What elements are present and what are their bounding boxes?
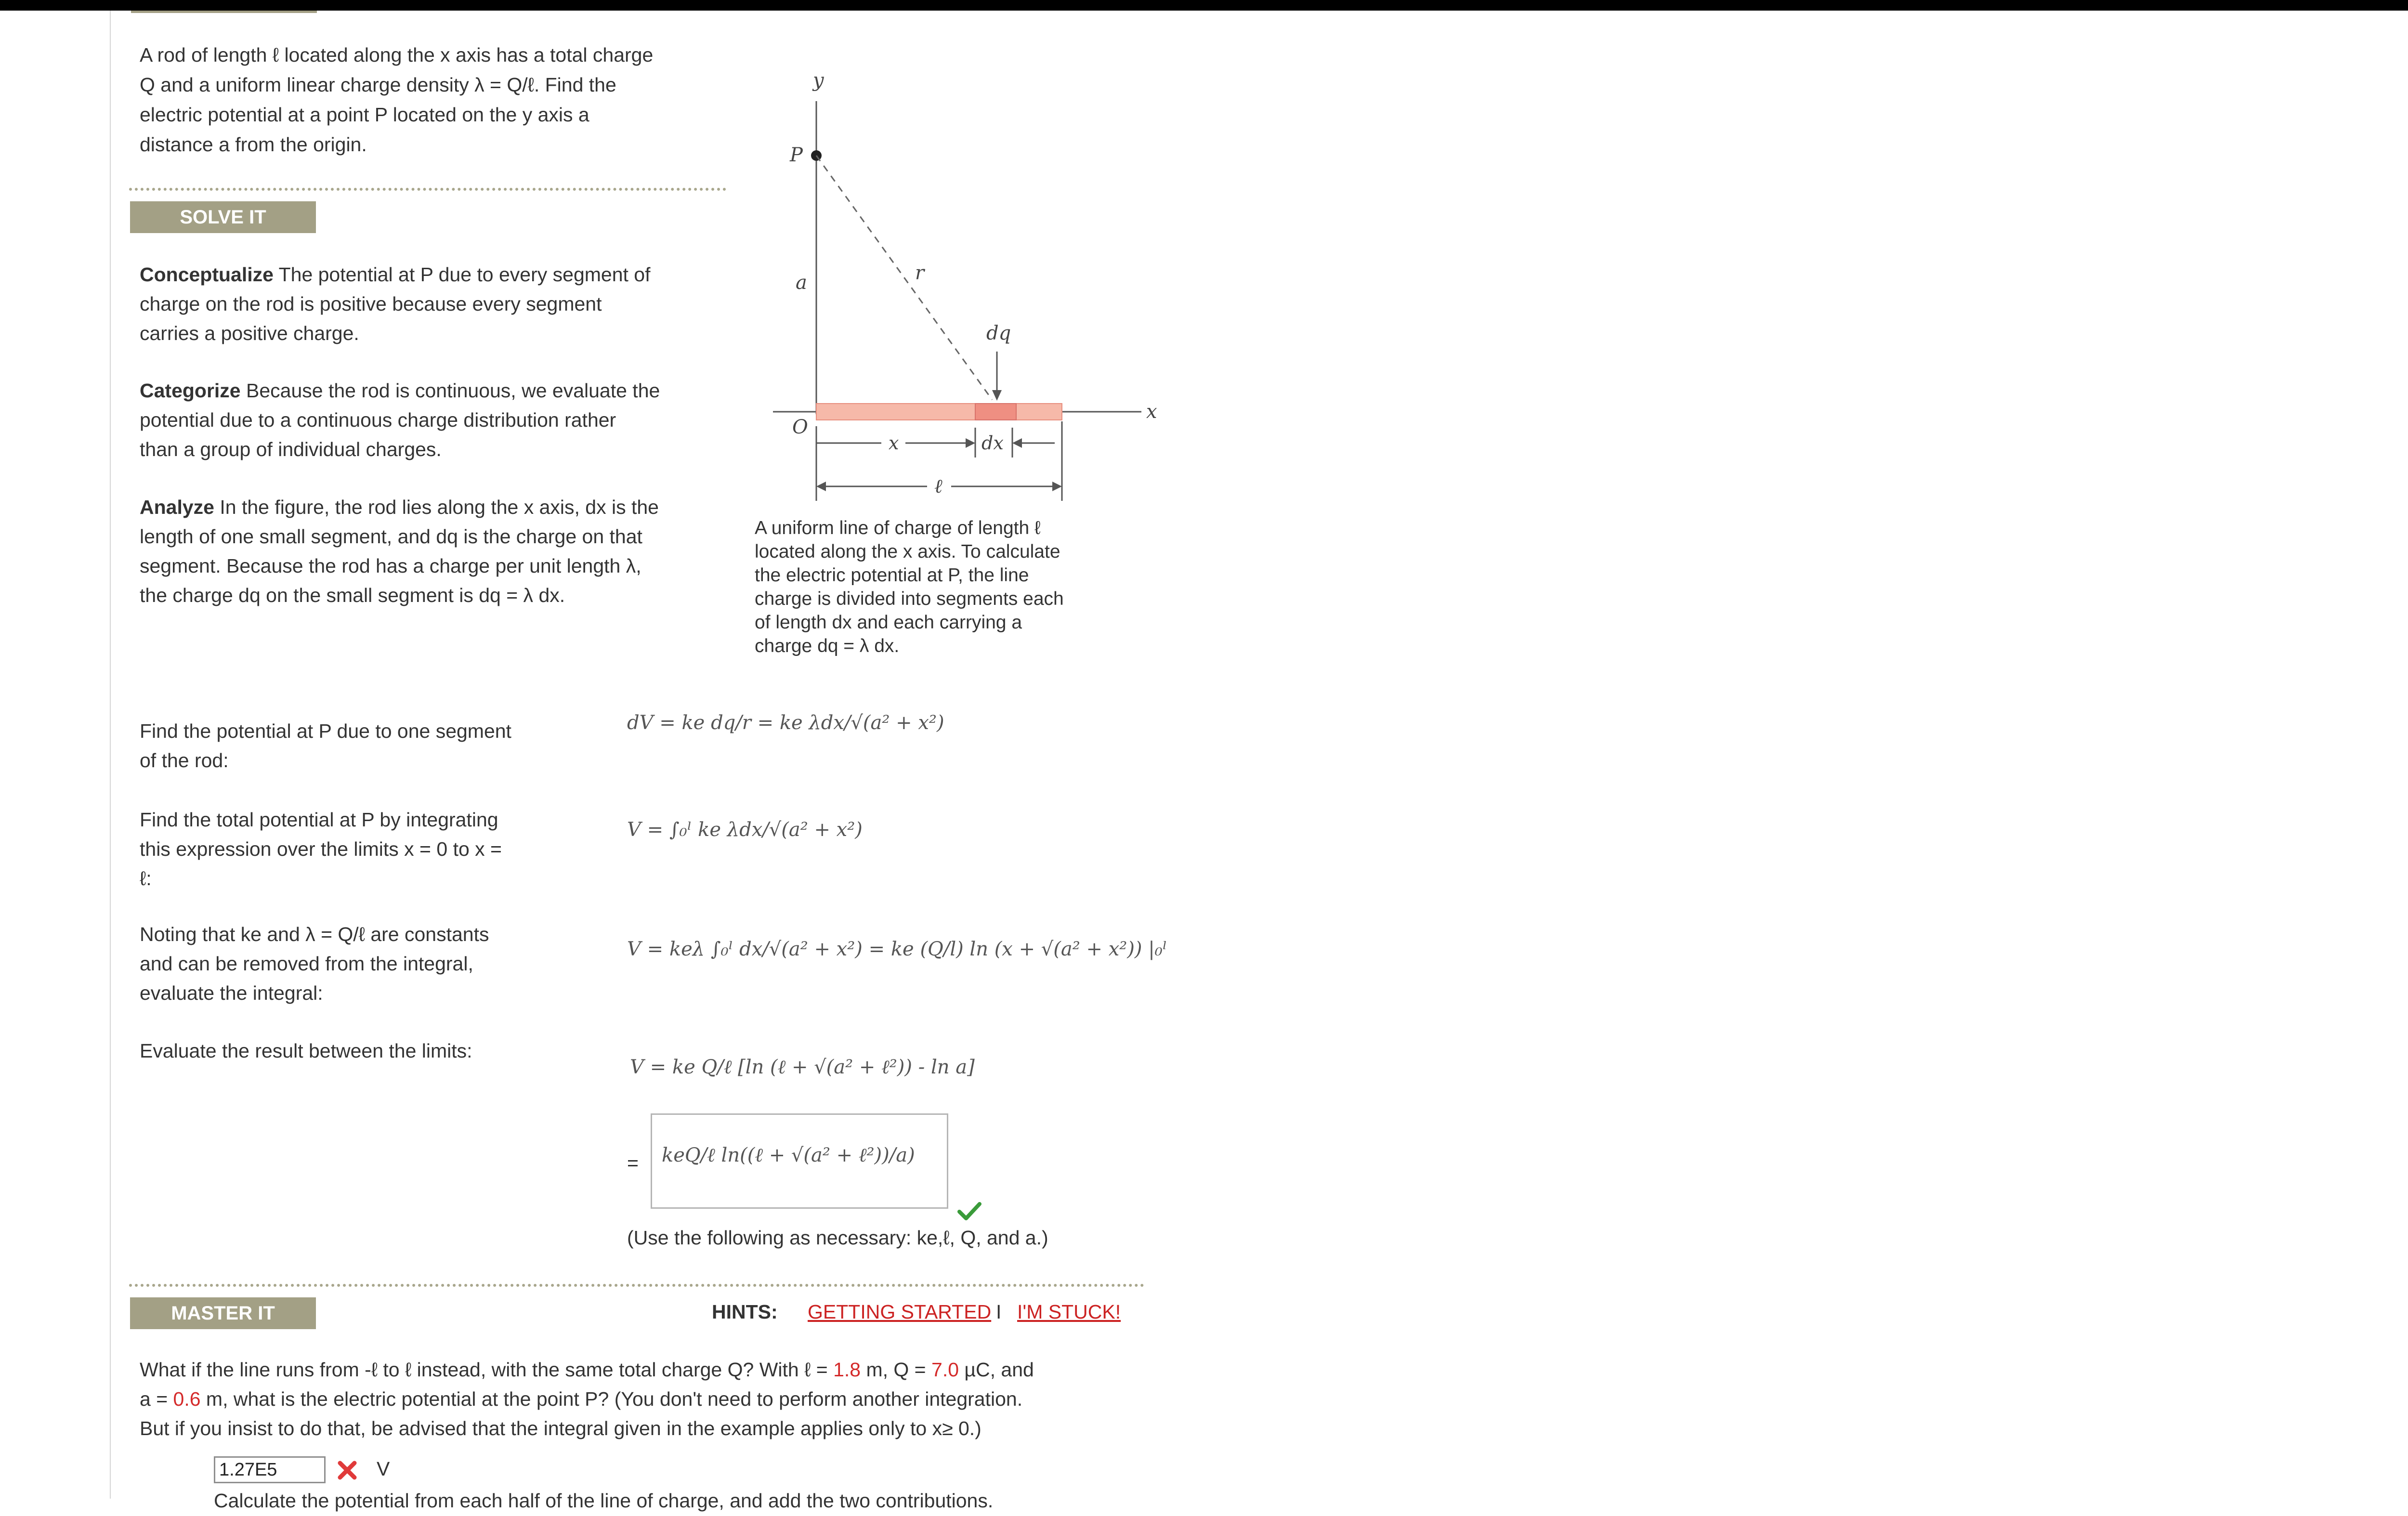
analyze-line-2: length of one small segment, and dq is the charge on that	[140, 525, 642, 548]
step-3-line-3: evaluate the integral:	[140, 982, 323, 1004]
use-following-note: (Use the following as necessary: ke,ℓ, Q, and a.)	[627, 1227, 1048, 1249]
categorize-line-1	[140, 376, 660, 406]
dq-arrow-head	[992, 390, 1002, 401]
question-1-pre: What if the line runs from -ℓ to ℓ instead, with the same total charge Q? With ℓ =	[140, 1359, 834, 1381]
categorize-text-1: Because the rod is continuous, we evaluate the	[246, 379, 660, 402]
problem-line-3: electric potential at a point P located on the y axis a	[140, 104, 589, 126]
q-value: 7.0	[931, 1359, 959, 1381]
step-3-line-2: and can be removed from the integral,	[140, 953, 473, 975]
cross-icon	[336, 1459, 358, 1481]
im-stuck-link[interactable]: I'M STUCK!	[1017, 1301, 1121, 1323]
categorize-line-2: potential due to a continuous charge distribution rather	[140, 409, 616, 431]
distance-r-line	[816, 156, 992, 400]
question-1-post: µC, and	[959, 1359, 1034, 1381]
x-axis-label: x	[1146, 401, 1157, 423]
answer-input[interactable]	[214, 1456, 326, 1483]
cutoff-hint-text	[214, 1486, 994, 1512]
categorize-line-3: than a group of individual charges.	[140, 438, 442, 460]
question-line-2	[140, 1385, 1022, 1414]
l-value: 1.8	[833, 1359, 861, 1381]
step-4-line-1: Evaluate the result between the limits:	[140, 1040, 472, 1062]
question-2-post: m, what is the electric potential at the point P? (You don't need to perform another integration.	[200, 1388, 1023, 1410]
a-value: 0.6	[173, 1388, 201, 1410]
dq-label: dq	[986, 322, 1011, 344]
hints-label: HINTS:	[712, 1301, 778, 1323]
solve-it-tab: SOLVE IT	[130, 201, 316, 233]
top-bar	[0, 0, 2408, 11]
y-axis-label: y	[813, 69, 824, 91]
analyze-line-4: the charge dq on the small segment is dq = λ dx.	[140, 584, 565, 606]
master-it-tab: MASTER IT	[130, 1297, 316, 1329]
question-1-mid: m, Q =	[861, 1359, 932, 1381]
caption-line-2: located along the x axis. To calculate	[755, 541, 1060, 562]
problem-line-1: A rod of length ℓ located along the x axis has a total charge	[140, 44, 654, 66]
analyze-line-3: segment. Because the rod has a charge per unit length λ,	[140, 555, 641, 577]
rod-segment-dx	[975, 404, 1016, 420]
l-dim-arrow-right	[1052, 482, 1062, 491]
dx-arrow	[1012, 438, 1022, 448]
boxed-answer-text: keQ/ℓ ln((ℓ + √(a² + ℓ²))/a)	[662, 1144, 915, 1166]
caption-line-3: the electric potential at P, the line	[755, 565, 1029, 586]
analyze-text-1: In the figure, the rod lies along the x axis, dx is the	[220, 496, 659, 518]
equation-v-integral: V = ∫₀ˡ ke λdx/√(a² + x²)	[627, 819, 863, 841]
equals-sign: =	[627, 1152, 639, 1174]
conceptualize-line-1	[140, 260, 651, 290]
analyze-line-1	[140, 493, 659, 523]
equation-v-evaluated: V = keλ ∫₀ˡ dx/√(a² + x²) = ke (Q/l) ln (x + √(a² + x²)) |₀ˡ	[627, 938, 1167, 960]
conceptualize-line-3: carries a positive charge.	[140, 322, 359, 344]
rod-figure	[751, 63, 1175, 515]
problem-line-4: distance a from the origin.	[140, 133, 367, 156]
step-2-line-1: Find the total potential at P by integrating	[140, 809, 498, 831]
analyze-title: Analyze	[140, 496, 214, 518]
l-dim-label: ℓ	[934, 475, 942, 497]
categorize-title: Categorize	[140, 379, 241, 402]
x-dim-label: x	[889, 432, 899, 454]
check-icon	[957, 1201, 982, 1221]
caption-line-5: of length dx and each carrying a	[755, 612, 1022, 633]
conceptualize-text-1: The potential at P due to every segment of	[278, 263, 651, 286]
problem-line-2: Q and a uniform linear charge density λ = Q/ℓ. Find the	[140, 74, 616, 96]
distance-r-label: r	[915, 262, 925, 284]
question-2-pre: a =	[140, 1388, 173, 1410]
conceptualize-line-2: charge on the rod is positive because every segment	[140, 293, 602, 315]
hint-separator: I	[996, 1301, 1002, 1323]
step-2-line-3: ℓ:	[140, 867, 152, 889]
question-line-1	[140, 1355, 1034, 1385]
getting-started-link[interactable]: GETTING STARTED	[808, 1301, 992, 1323]
x-dim-arrow	[966, 438, 975, 448]
divider-solve	[129, 188, 726, 191]
caption-line-6: charge dq = λ dx.	[755, 636, 900, 656]
page-left-border	[110, 11, 111, 1499]
equation-dv: dV = ke dq/r = ke λdx/√(a² + x²)	[627, 712, 944, 734]
caption-line-1: A uniform line of charge of length ℓ	[755, 518, 1041, 538]
distance-a-label: a	[796, 272, 807, 294]
cutoff-hint-inner: Calculate the potential from each half of the line of charge, and add the two contributions.	[214, 1490, 994, 1512]
divider-master	[129, 1284, 1144, 1287]
top-accent-line	[131, 11, 317, 13]
step-1-line-2: of the rod:	[140, 749, 229, 771]
question-line-3: But if you insist to do that, be advised that the integral given in the example applies only to x≥ 0.)	[140, 1417, 982, 1439]
l-dim-arrow-left	[816, 482, 826, 491]
answer-unit: V	[377, 1458, 390, 1480]
step-2-line-2: this expression over the limits x = 0 to x =	[140, 838, 502, 860]
caption-line-4: charge is divided into segments each	[755, 588, 1064, 609]
charged-rod	[816, 404, 1062, 420]
conceptualize-title: Conceptualize	[140, 263, 274, 286]
dx-label: dx	[982, 432, 1004, 454]
equation-v-limits: V = ke Q/ℓ [ln (ℓ + √(a² + ℓ²)) - ln a]	[630, 1056, 975, 1078]
point-p-label: P	[790, 144, 803, 166]
step-3-line-1: Noting that ke and λ = Q/ℓ are constants	[140, 923, 489, 945]
boxed-answer	[651, 1113, 948, 1209]
origin-label: O	[792, 416, 808, 438]
step-1-line-1: Find the potential at P due to one segment	[140, 720, 511, 742]
